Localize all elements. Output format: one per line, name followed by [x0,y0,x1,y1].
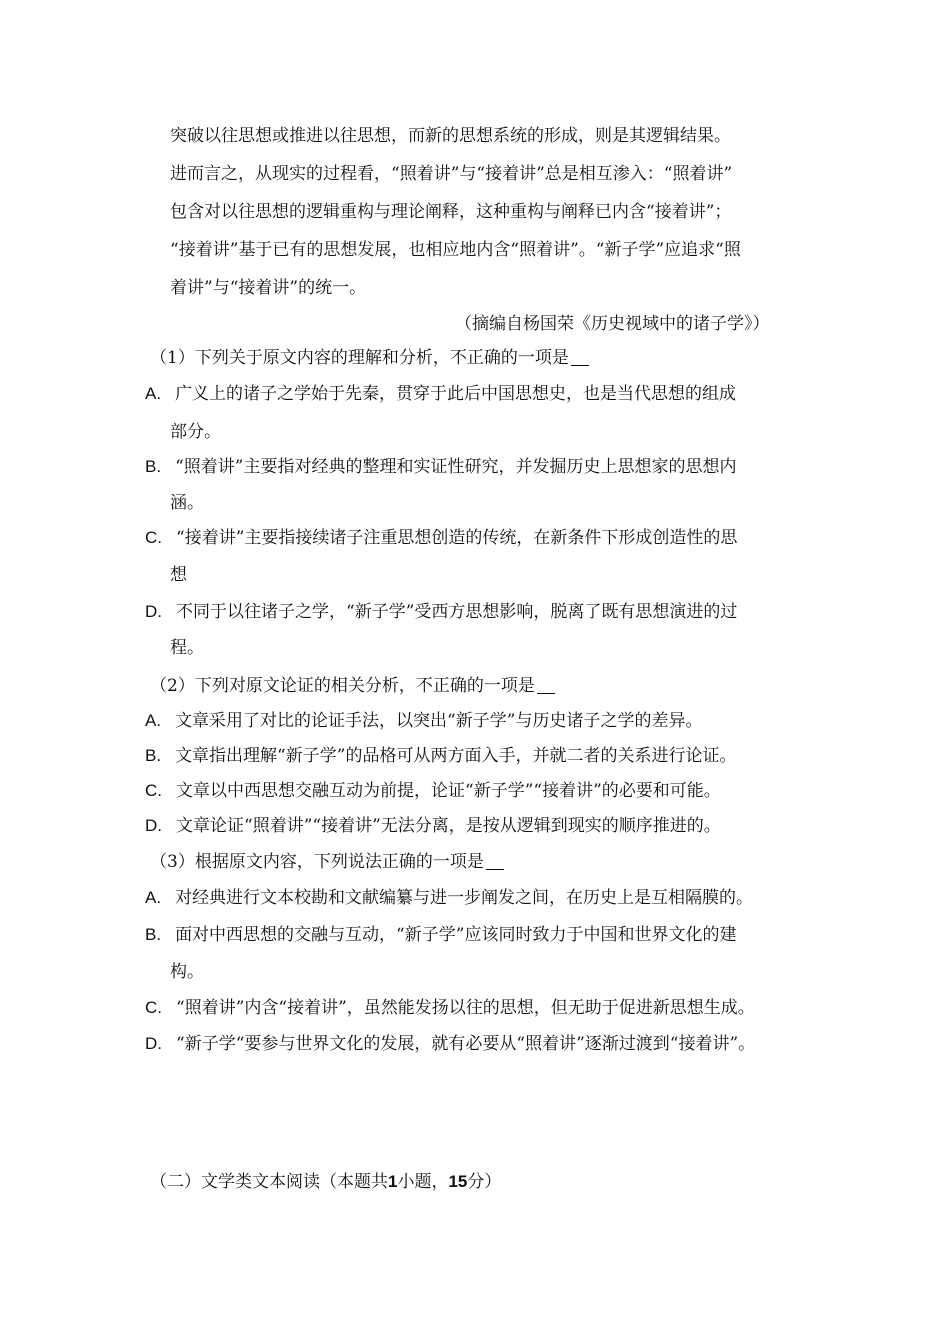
q1-option-a: A. 广义上的诸子之学始于先秦，贯穿于此后中国思想史，也是当代思想的组成 [145,384,737,404]
q1-option-a-cont: 部分。 [170,422,221,442]
q2-option-b: B. 文章指出理解“新子学”的品格可从两方面入手，并就二者的关系进行论证。 [145,746,737,766]
passage-line-1: 突破以往思想或推进以往思想，而新的思想系统的形成，则是其逻辑结果。 [170,126,731,146]
question-2-stem: （2）下列对原文论证的相关分析，不正确的一项是 [150,674,555,698]
q3-option-b-cont: 构。 [170,962,204,982]
answer-blank [486,869,504,870]
q2-option-c: C. 文章以中西思想交融互动为前提，论证“新子学”“接着讲”的必要和可能。 [145,781,721,801]
q3-option-a: A. 对经典进行文本校勘和文献编纂与进一步阐发之间，在历史上是互相隔膜的。 [145,888,754,908]
q2-option-a: A. 文章采用了对比的论证手法，以突出“新子学”与历史诸子之学的差异。 [145,711,703,731]
passage-line-2: 进而言之，从现实的过程看，“照着讲”与“接着讲”总是相互渗入：“照着讲” [170,164,733,184]
q2-option-d: D. 文章论证“照着讲”“接着讲”无法分离，是按从逻辑到现实的顺序推进的。 [145,816,721,836]
section-heading: （二）文学类文本阅读（本题共1小题，15分） [150,1172,502,1192]
answer-blank [537,693,555,694]
q1-option-b: B. “照着讲”主要指对经典的整理和实证性研究，并发掘历史上思想家的思想内 [145,457,737,477]
q1-option-d: D. 不同于以往诸子之学，“新子学”受西方思想影响，脱离了既有思想演进的过 [145,602,738,622]
question-3-stem: （3）根据原文内容，下列说法正确的一项是 [150,850,504,874]
q1-option-d-cont: 程。 [170,638,204,658]
q3-option-b: B. 面对中西思想的交融与互动，“新子学”应该同时致力于中国和世界文化的建 [145,925,737,945]
answer-blank [571,365,589,366]
q1-option-b-cont: 涵。 [170,493,204,513]
q3-option-c: C. “照着讲”内含“接着讲”，虽然能发扬以往的思想，但无助于促进新思想生成。 [145,998,755,1018]
question-1-stem: （1）下列关于原文内容的理解和分析，不正确的一项是 [150,346,589,370]
q1-option-c: C. “接着讲”主要指接续诸子注重思想创造的传统，在新条件下形成创造性的思 [145,528,738,548]
passage-line-4: “接着讲”基于已有的思想发展，也相应地内含“照着讲”。“新子学”应追求“照 [170,240,741,260]
passage-line-5: 着讲”与“接着讲”的统一。 [170,278,367,298]
q3-option-d: D. “新子学“要参与世界文化的发展，就有必要从“照着讲”逐渐过渡到“接着讲”。 [145,1034,756,1054]
passage-line-3: 包含对以往思想的逻辑重构与理论阐释，这种重构与阐释已内含“接着讲”； [170,202,732,222]
passage-source: （摘编自杨国荣《历史视域中的诸子学》） [455,314,770,334]
q1-option-c-cont: 想 [170,565,187,585]
